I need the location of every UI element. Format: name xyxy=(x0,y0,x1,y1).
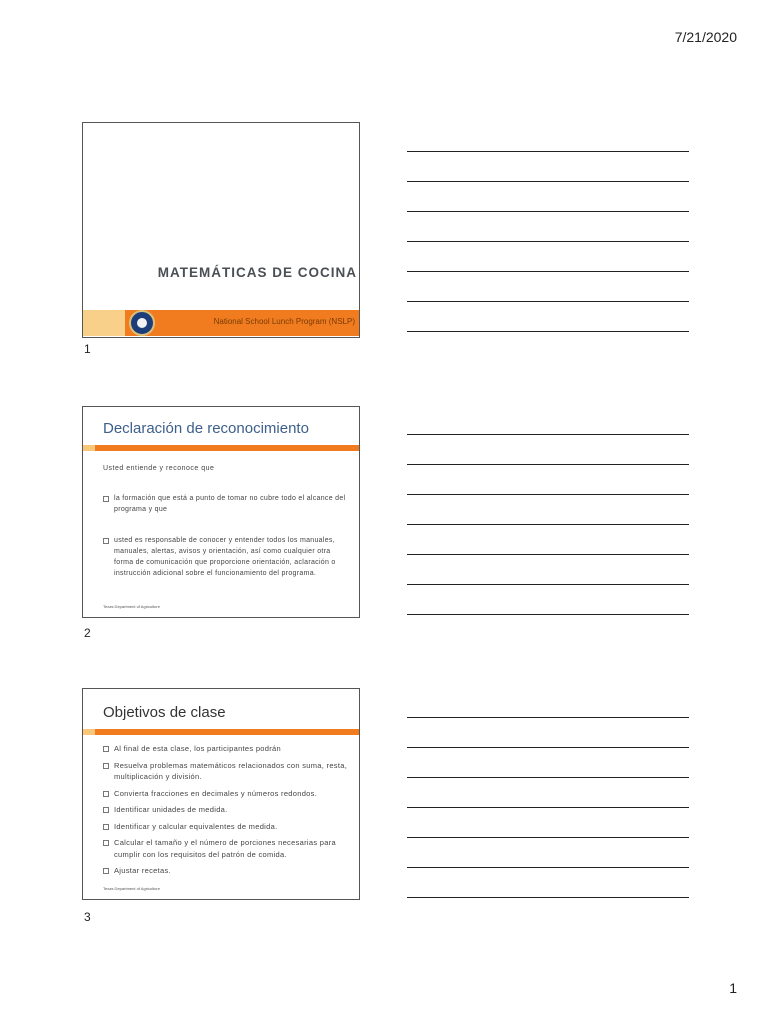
list-item: Ajustar recetas. xyxy=(103,865,349,877)
slide-2-footer: Texas Department of Agriculture xyxy=(103,604,160,609)
page-number: 1 xyxy=(729,980,737,996)
slide-2-bullets xyxy=(103,493,349,599)
slide-2 xyxy=(82,406,360,618)
slide-number-1: 1 xyxy=(84,342,91,356)
slide-1-banner xyxy=(83,310,359,336)
list-item: Resuelva problemas matemáticos relacionados con suma, resta, multiplicación y división. xyxy=(103,760,349,783)
slide-1-title: MATEMÁTICAS DE COCINA xyxy=(157,265,357,280)
slide-3-band xyxy=(83,729,359,735)
list-item: usted es responsable de conocer y entender todos los manuales, manuales, alertas, avisos y orientación, así como cualquier otra forma de comunicación que proporcione orientación, aclaración o instrucción adicional sobre el funcionamiento del programa. xyxy=(103,535,349,579)
list-item: Al final de esta clase, los participantes podrán xyxy=(103,743,349,755)
list-item: Identificar y calcular equivalentes de medida. xyxy=(103,821,349,833)
slide-3-bullets xyxy=(103,743,349,882)
notes-lines-3 xyxy=(407,717,689,927)
list-item: Identificar unidades de medida. xyxy=(103,804,349,816)
slide-2-title: Declaración de reconocimiento xyxy=(103,420,309,437)
slide-3 xyxy=(82,688,360,900)
slide-2-intro: Usted entiende y reconoce que xyxy=(103,465,215,472)
list-item: Calcular el tamaño y el número de porciones necesarias para cumplir con los requisitos del patrón de comida. xyxy=(103,837,349,860)
usda-seal-icon xyxy=(129,310,155,336)
slide-number-3: 3 xyxy=(84,910,91,924)
notes-lines-2 xyxy=(407,434,689,644)
slide-number-2: 2 xyxy=(84,626,91,640)
list-item: la formación que está a punto de tomar no cubre todo el alcance del programa y que xyxy=(103,493,349,515)
slide-1-subtitle: National School Lunch Program (NSLP) xyxy=(213,317,355,326)
notes-lines-1 xyxy=(407,151,689,361)
slide-3-footer: Texas Department of Agriculture xyxy=(103,886,160,891)
slide-1 xyxy=(82,122,360,338)
slide-2-band xyxy=(83,445,359,451)
page-date: 7/21/2020 xyxy=(674,29,737,45)
list-item: Convierta fracciones en decimales y números redondos. xyxy=(103,788,349,800)
slide-3-title: Objetivos de clase xyxy=(103,704,226,721)
